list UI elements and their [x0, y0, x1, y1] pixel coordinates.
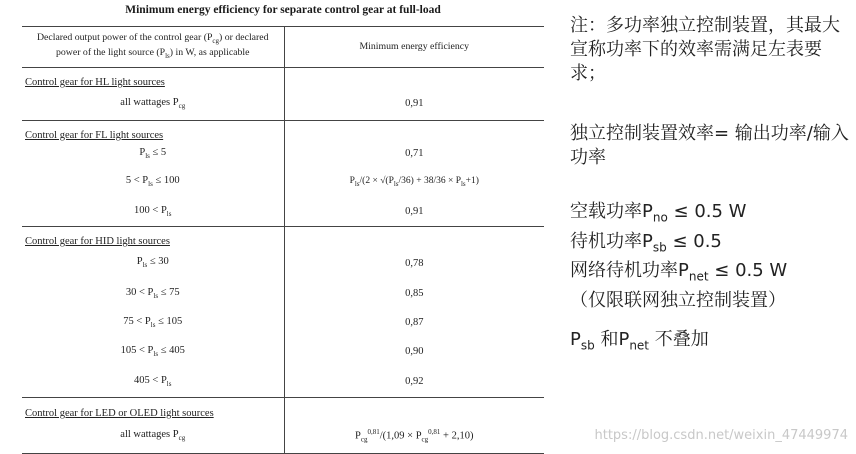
table-row — [22, 141, 544, 167]
efficiency-cell: 0,87 — [405, 317, 424, 328]
note-no-stacking: $P_{sb}$ 和$P_{net}$ 不叠加 — [570, 329, 709, 353]
efficiency-cell: 0,92 — [405, 375, 424, 387]
note-multi-power: 注：多功率独立控制装置，其最大宣称功率下的效率需满足左表要求； — [570, 15, 840, 84]
table-row — [22, 419, 544, 453]
condition-cell: $P_{ls} \le 5$ — [22, 141, 284, 167]
efficiency-cell: 0,85 — [405, 288, 424, 299]
condition-cell: $75 < P_{ls} \le 105$ — [22, 308, 284, 337]
header-efficiency: Minimum energy efficiency — [284, 27, 544, 68]
network-only-note: （仅限联网独立控制装置） — [570, 289, 786, 311]
table-row — [22, 279, 544, 308]
table-row — [22, 167, 544, 197]
noload-power-line: 空载功率$P_{no} \le 0.5$ W — [570, 201, 747, 225]
header-power: Declared output power of the control gear $(P_{cg})$ or declared power of the light source $(P_{ls})$ in W, as applicable — [22, 27, 284, 68]
condition-cell: $405 < P_{ls}$ — [22, 366, 284, 397]
section-label: Control gear for HL light sources — [22, 68, 284, 89]
condition-cell: $P_{ls} \le 30$ — [22, 247, 284, 279]
watermark: https://blog.csdn.net/weixin_47449974 — [594, 428, 848, 443]
table-row — [22, 308, 544, 337]
condition-cell: $100 < P_{ls}$ — [22, 197, 284, 227]
standby-power-line: 待机功率$P_{sb} \le 0.5$ — [570, 230, 722, 255]
section-label: Control gear for LED or OLED light sources — [22, 397, 284, 419]
table-header-row — [22, 27, 544, 68]
efficiency-cell: 0,90 — [405, 346, 424, 357]
table-row — [22, 247, 544, 279]
efficiency-table — [22, 26, 544, 454]
note-efficiency-definition: 独立控制装置效率= 输出功率/输入功率 — [570, 123, 849, 168]
section-label: Control gear for FL light sources — [22, 120, 284, 141]
efficiency-cell: 0,71 — [405, 148, 424, 159]
section-row-fl — [22, 120, 544, 141]
section-row-hid — [22, 227, 544, 248]
condition-cell: $30 < P_{ls} \le 75$ — [22, 279, 284, 308]
table-row — [22, 88, 544, 120]
efficiency-cell: 0,91 — [405, 205, 424, 217]
efficiency-cell: 0,91 — [405, 98, 424, 110]
section-label: Control gear for HID light sources — [22, 227, 284, 248]
note-standby-limits — [570, 200, 850, 313]
condition-cell: all wattages $P_{cg}$ — [22, 88, 284, 120]
efficiency-cell: 0,78 — [405, 257, 424, 269]
condition-cell: $5 < P_{ls} \le 100$ — [22, 167, 284, 197]
condition-cell: $105 < P_{ls} \le 405$ — [22, 337, 284, 366]
section-row-hl — [22, 68, 544, 89]
table-title: Minimum energy efficiency for separate control gear at full-load — [125, 4, 441, 16]
efficiency-cell: $P_{cg}^{0,81}/(1,09 \times P_{cg}^{0,81} + 2,10)$ — [284, 419, 544, 453]
section-row-led — [22, 397, 544, 419]
table-row — [22, 337, 544, 366]
efficiency-cell: $P_{ls}/(2 \times √(P_{ls}/36) + 38/36 \times P_{ls}+1)$ — [349, 175, 479, 188]
network-standby-line: 网络待机功率$P_{net} \le 0.5$ W — [570, 260, 788, 284]
condition-cell: all wattages $P_{cg}$ — [22, 419, 284, 453]
table-row — [22, 366, 544, 397]
table-row — [22, 197, 544, 227]
